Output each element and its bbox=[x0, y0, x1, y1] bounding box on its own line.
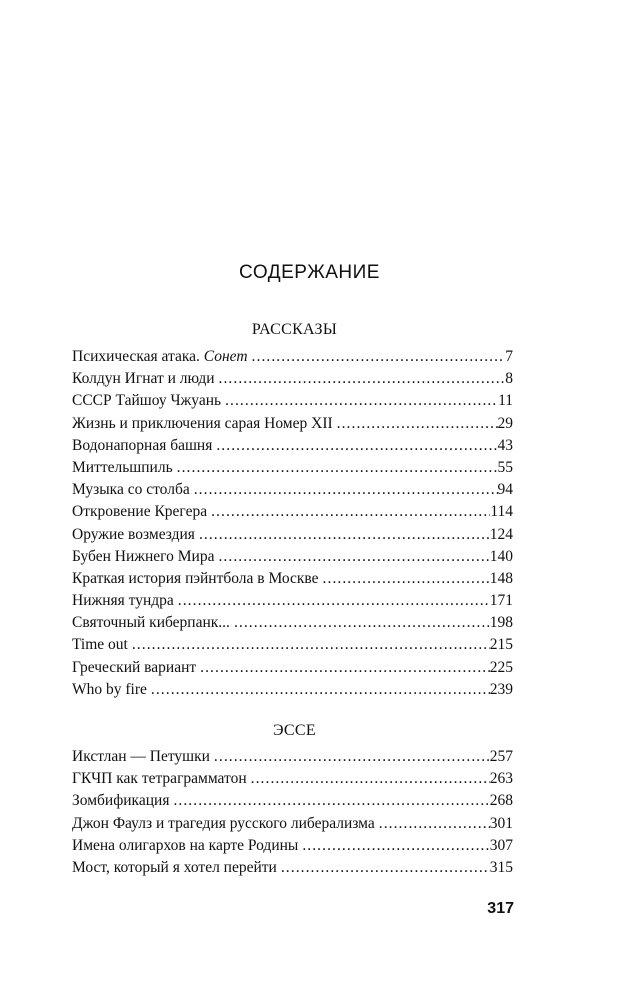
entry-title: Джон Фаулз и трагедия русского либерализма bbox=[72, 814, 375, 832]
dot-leader bbox=[215, 368, 506, 390]
toc-entry bbox=[72, 746, 513, 768]
toc-entry bbox=[72, 435, 513, 457]
entry-title: Колдун Игнат и люди bbox=[72, 370, 215, 388]
entry-title: Краткая история пэйнтбола в Москве bbox=[72, 569, 319, 587]
entry-page-number: 171 bbox=[489, 592, 513, 610]
toc-entry bbox=[72, 413, 513, 435]
entry-page-number: 55 bbox=[497, 458, 513, 476]
dot-leader bbox=[173, 457, 498, 479]
dot-leader bbox=[212, 435, 497, 457]
dot-leader bbox=[207, 501, 490, 523]
entry-title: Жизнь и приключения сарая Номер XII bbox=[72, 414, 333, 432]
dot-leader bbox=[248, 346, 506, 368]
entry-page-number: 315 bbox=[489, 858, 513, 876]
entry-page-number: 7 bbox=[505, 348, 513, 365]
entry-page-number: 11 bbox=[498, 392, 513, 410]
dot-leader bbox=[147, 679, 490, 701]
dot-leader bbox=[319, 568, 490, 590]
toc-entry bbox=[72, 835, 513, 857]
toc-entry bbox=[72, 857, 513, 879]
toc-entry bbox=[72, 790, 513, 812]
entry-page-number: 8 bbox=[505, 370, 513, 388]
entry-page-number: 301 bbox=[489, 814, 513, 832]
entry-page-number: 148 bbox=[489, 569, 513, 587]
entry-title: ГКЧП как тетраграмматон bbox=[72, 770, 247, 788]
entry-title: Греческий вариант bbox=[72, 658, 197, 676]
entry-title: Зомбификация bbox=[72, 792, 170, 810]
dot-leader bbox=[247, 768, 490, 790]
dot-leader bbox=[221, 390, 498, 412]
dot-leader bbox=[333, 413, 498, 435]
entry-title: Имена олигархов на карте Родины bbox=[72, 836, 299, 854]
entry-title: Who by fire bbox=[72, 680, 147, 698]
essays-list bbox=[72, 746, 513, 879]
entry-page-number: 43 bbox=[497, 436, 513, 454]
entry-title: Бубен Нижнего Мира bbox=[72, 547, 215, 565]
entry-page-number: 268 bbox=[489, 792, 513, 810]
entry-subtitle: Сонет bbox=[203, 348, 248, 365]
entry-title: Нижняя тундра bbox=[72, 592, 174, 610]
toc-entry bbox=[72, 590, 513, 612]
entry-page-number: 257 bbox=[489, 748, 513, 765]
toc-entry bbox=[72, 568, 513, 590]
entry-title: Икстлан — Петушки bbox=[72, 748, 210, 765]
entry-title: Откровение Крегера bbox=[72, 503, 208, 521]
section-heading-stories: РАССКАЗЫ bbox=[251, 321, 338, 338]
entry-page-number: 198 bbox=[489, 614, 513, 632]
dot-leader bbox=[190, 479, 498, 501]
toc-entry bbox=[72, 368, 513, 390]
entry-title: Водонапорная башня bbox=[72, 436, 213, 454]
toc-entry bbox=[72, 634, 513, 656]
toc-entry bbox=[72, 813, 513, 835]
entry-title: Оружие возмездия bbox=[72, 525, 195, 543]
toc-entry bbox=[72, 346, 513, 368]
entry-title: Мост, который я хотел перейти bbox=[72, 858, 277, 876]
toc-entry bbox=[72, 524, 513, 546]
entry-title: Святочный киберпанк... bbox=[72, 614, 230, 632]
entry-page-number: 124 bbox=[489, 525, 513, 543]
entry-page-number: 225 bbox=[489, 658, 513, 676]
entry-title: Психическая атака. Сонет bbox=[72, 348, 248, 365]
entry-page-number: 239 bbox=[489, 680, 513, 698]
toc-entry bbox=[72, 546, 513, 568]
dot-leader bbox=[210, 746, 490, 768]
entry-page-number: 29 bbox=[497, 414, 513, 432]
entry-title: Миттельшпиль bbox=[72, 458, 173, 476]
entry-page-number: 307 bbox=[489, 836, 513, 854]
entry-title: СССР Тайшоу Чжуань bbox=[72, 392, 222, 410]
toc-title: СОДЕРЖАНИЕ bbox=[239, 262, 380, 283]
entry-page-number: 215 bbox=[489, 636, 513, 654]
entry-page-number: 263 bbox=[489, 770, 513, 788]
toc-entry bbox=[72, 768, 513, 790]
dot-leader bbox=[174, 590, 490, 612]
stories-list bbox=[72, 346, 513, 701]
dot-leader bbox=[195, 524, 490, 546]
entry-page-number: 94 bbox=[497, 481, 513, 499]
entry-title: Музыка со столба bbox=[72, 481, 190, 499]
dot-leader bbox=[230, 612, 490, 634]
toc-entry bbox=[72, 501, 513, 523]
toc-entry bbox=[72, 612, 513, 634]
page-number: 317 bbox=[487, 900, 514, 917]
dot-leader bbox=[169, 790, 489, 812]
dot-leader bbox=[128, 634, 490, 656]
dot-leader bbox=[277, 857, 490, 879]
dot-leader bbox=[298, 835, 489, 857]
section-heading-essays: ЭССЕ bbox=[273, 722, 316, 739]
toc-entry bbox=[72, 390, 513, 412]
toc-entry bbox=[72, 479, 513, 501]
entry-page-number: 140 bbox=[489, 547, 513, 565]
dot-leader bbox=[375, 813, 490, 835]
entry-title: Time out bbox=[72, 636, 128, 654]
toc-entry bbox=[72, 679, 513, 701]
dot-leader bbox=[214, 546, 489, 568]
toc-entry bbox=[72, 657, 513, 679]
toc-entry bbox=[72, 457, 513, 479]
entry-page-number: 114 bbox=[490, 503, 513, 521]
dot-leader bbox=[196, 657, 490, 679]
